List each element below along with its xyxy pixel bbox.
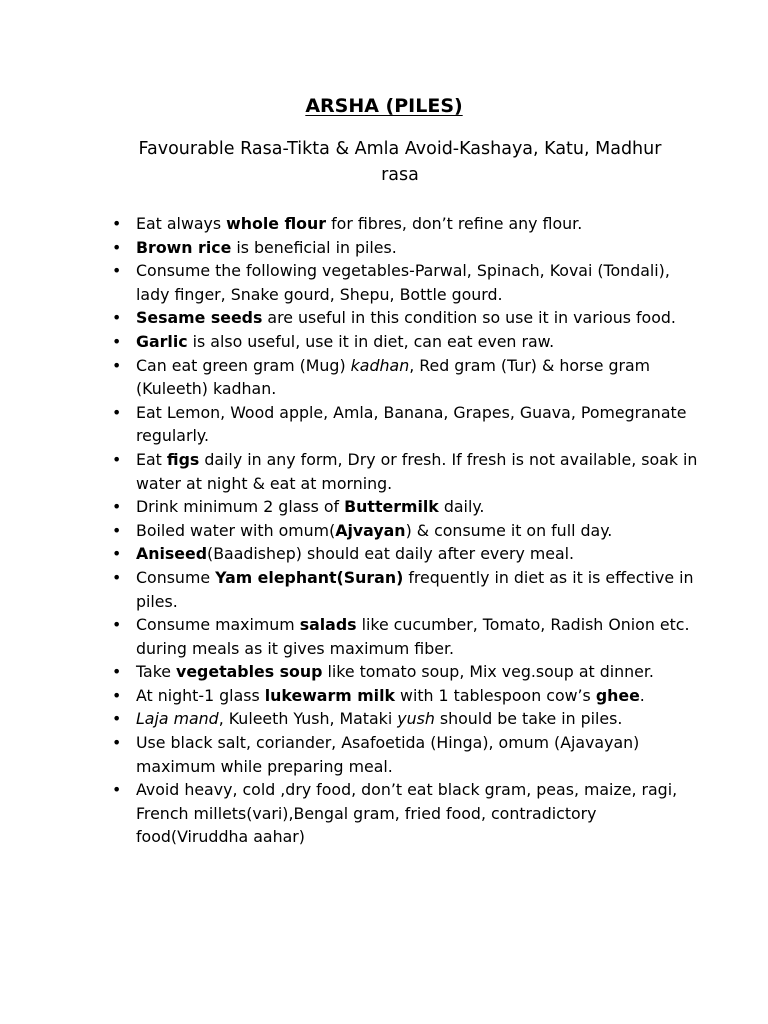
item-text: like cucumber, Tomato, Radish Onion etc. during meals as it gives maximum fiber. [136,615,690,658]
item-text: frequently in diet as it is effective in piles. [136,567,694,611]
item-text: like tomato soup, Mix veg.soup at dinner. [322,662,654,682]
item-text: are useful in this condition so use it in various food. [262,308,676,328]
item-text: ) & consume it on full day. [405,520,613,540]
item-text: . [639,685,645,705]
list-item [0,613,768,660]
list-item [0,354,768,401]
list-item [0,401,768,448]
item-text: Drink minimum 2 glass of [136,497,345,517]
bold-text: Brown rice [136,237,232,257]
item-text: for fibres, don’t refine any flour. [326,214,583,233]
item-text: Eat [136,449,167,469]
item-text: Consume [136,567,216,587]
bold-text: Aniseed [136,544,208,564]
bold-text: lukewarm milk [264,685,395,705]
item-text: Avoid heavy, cold ,dry food, don’t eat black gram, peas, maize, ragi, French millets(vari),Bengal gram, fried food, contradictory food(Viruddha aahar) [136,780,678,847]
bold-text: Buttermilk [344,497,439,517]
item-text: daily in any form, Dry or fresh. If fresh is not available, soak in water at night & eat at morning. [136,449,698,493]
bold-text: figs [166,449,200,469]
item-text: (Baadishep) should eat daily after every meal. [207,544,575,564]
item-text: Take [136,662,177,682]
list-item [0,731,768,778]
item-text: Consume maximum [136,615,300,635]
item-text: Can eat green gram (Mug) [136,355,351,375]
list-item [0,448,768,495]
bold-text: vegetables soup [176,662,323,682]
item-text: , Red gram (Tur) & horse gram (Kuleeth) kadhan. [136,355,651,399]
list-item [0,707,768,731]
bold-text: ghee [595,685,640,705]
bold-text: Yam elephant(Suran) [215,567,404,587]
list-item [0,306,768,330]
item-text: is also useful, use it in diet, can eat even raw. [187,331,555,351]
list-item [0,660,768,684]
list-item [0,519,768,543]
item-text: At night-1 glass [136,685,265,705]
page-title: ARSHA (PILES) [305,95,463,117]
bold-text: salads [299,615,357,635]
list-item [0,236,768,260]
item-text: should be take in piles. [434,709,623,729]
list-item [0,542,768,566]
list-item [0,212,768,236]
list-item [0,684,768,708]
italic-text: kadhan [350,355,410,375]
item-text: Use black salt, coriander, Asafoetida (Hinga), omum (Ajavayan) maximum while preparing meal. [136,733,640,776]
item-text: with 1 tablespoon cow’s [395,685,596,705]
italic-text: Laja mand [136,709,219,729]
item-text: Boiled water with omum( [136,520,336,540]
bold-text: Sesame seeds [136,308,263,328]
item-text: , Kuleeth Yush, Mataki [218,709,398,729]
list-item [0,566,768,613]
italic-text: yush [397,709,435,729]
item-text: Eat always [136,214,227,233]
item-text: is beneficial in piles. [231,237,397,257]
list-item [0,330,768,354]
bold-text: Garlic [136,331,188,351]
list-item [0,495,768,519]
bold-text: Ajvayan [335,520,406,540]
page-subtitle: Favourable Rasa-Tikta & Amla Avoid-Kashaya, Katu, Madhur rasa [138,139,662,185]
list-item [0,778,768,849]
list-item [0,259,768,306]
item-text: Eat Lemon, Wood apple, Amla, Banana, Grapes, Guava, Pomegranate regularly. [136,402,687,446]
bold-text: whole flour [226,214,327,233]
item-text: Consume the following vegetables-Parwal, Spinach, Kovai (Tondali), lady finger, Snake gourd, Shepu, Bottle gourd. [136,261,670,304]
item-text: daily. [438,497,485,517]
diet-bullet-list [0,212,768,849]
